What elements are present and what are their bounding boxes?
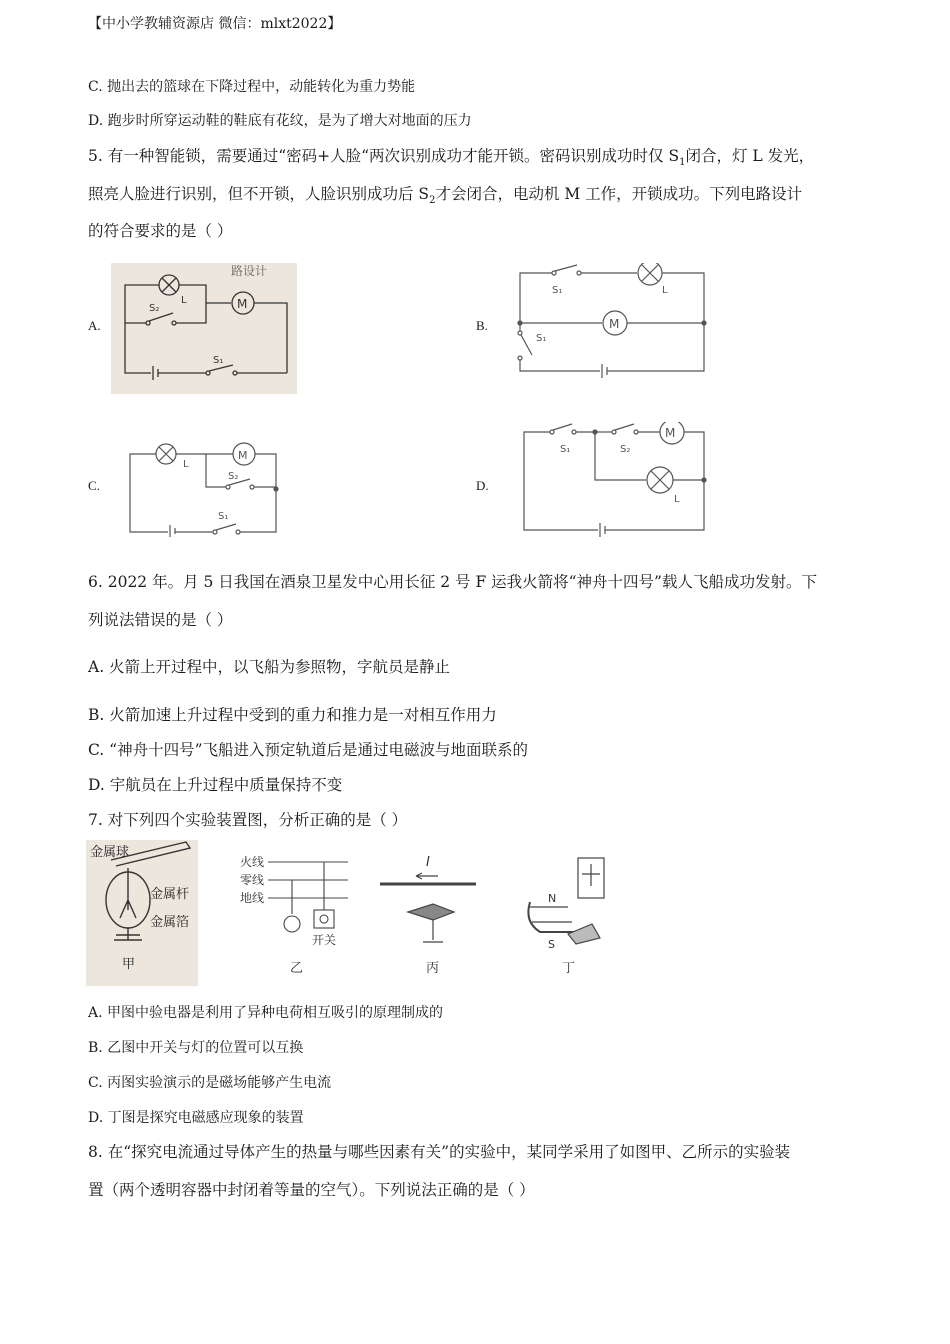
q7-option-a: A. 甲图中验电器是利用了异种电荷相互吸引的原理制成的: [88, 1005, 444, 1021]
fig-bing-oersted: [378, 852, 478, 980]
circuit-b-lamp: [638, 263, 662, 285]
fig-bing-needle: [408, 904, 454, 920]
fig-yi-bulb: [284, 916, 300, 932]
svg-text:M: M: [238, 449, 248, 462]
svg-text:I: I: [426, 855, 430, 870]
svg-text:S₁: S₁: [560, 444, 571, 455]
svg-text:零线: 零线: [240, 873, 265, 887]
q7-option-c: C. 丙图实验演示的是磁场能够产生电流: [88, 1075, 332, 1091]
svg-text:乙: 乙: [290, 961, 304, 976]
svg-text:S₂: S₂: [620, 444, 631, 455]
q7-option-d: D. 丁图是探究电磁感应现象的装置: [88, 1110, 304, 1126]
q6-stem-line2: 列说法错误的是（ ）: [88, 611, 233, 629]
circuit-c-figure: [128, 437, 283, 537]
fig-yi-wiring: [240, 852, 350, 980]
svg-text:开关: 开关: [312, 933, 337, 947]
q8-stem-line2: 置（两个透明容器中封闭着等量的空气）。下列说法正确的是（ ）: [88, 1181, 535, 1199]
svg-text:地线: 地线: [240, 891, 265, 905]
q7-stem: 7. 对下列四个实验装置图，分析正确的是（ ）: [88, 811, 408, 829]
svg-text:S₂: S₂: [149, 303, 160, 314]
q5-stem-line1: 5. 有一种智能锁，需要通过“密码+人脸“两次识别成功才能开锁。密码识别成功时仅 $S_1$闭合，灯 L 发光，: [88, 147, 815, 169]
q6-stem-line1: 6. 2022 年。月 5 日我国在酒泉卫星发中心用长征 2 号 F 运我火箭将“神舟十四号”载人飞船成功发射。下: [88, 573, 817, 591]
svg-text:金属箔: 金属箔: [150, 915, 190, 930]
q6-option-b: B. 火箭加速上升过程中受到的重力和推力是一对相互作用力: [88, 706, 497, 724]
svg-text:金属球: 金属球: [90, 845, 130, 860]
svg-text:S: S: [548, 938, 555, 951]
svg-text:S₁: S₁: [536, 333, 547, 344]
q6-option-a: A. 火箭上开过程中，以飞船为参照物，字航员是静止: [88, 658, 451, 676]
fig-yi-switch: [314, 910, 334, 928]
page-header: 【中小学教辅资源店 微信：mlxt2022】: [88, 16, 342, 32]
svg-text:N: N: [548, 892, 557, 905]
svg-text:S₁: S₁: [218, 511, 229, 522]
svg-text:S₁: S₁: [552, 285, 563, 296]
svg-text:M: M: [609, 317, 620, 331]
q5-option-b-label: B.: [476, 318, 488, 333]
svg-text:丙: 丙: [426, 961, 440, 976]
svg-text:L: L: [662, 285, 668, 296]
fig-ding-induction: [520, 852, 608, 980]
svg-text:甲: 甲: [122, 957, 136, 972]
q4-option-c: C. 抛出去的篮球在下降过程中，动能转化为重力势能: [88, 79, 416, 95]
q4-option-d: D. 跑步时所穿运动鞋的鞋底有花纹，是为了增大对地面的压力: [88, 113, 472, 129]
svg-text:火线: 火线: [240, 855, 265, 869]
svg-text:L: L: [181, 295, 187, 306]
q5-stem-line2: 照亮人脸进行识别，但不开锁，人脸识别成功后 $S_2$才会闭合，电动机 M 工作，开锁成功。下列电路设计: [88, 185, 803, 207]
q6-option-d: D. 宇航员在上升过程中质量保持不变: [88, 776, 343, 794]
circuit-a-figure: [111, 263, 297, 394]
svg-text:M: M: [237, 297, 248, 311]
q5-stem-line3: 的符合要求的是（ ）: [88, 222, 233, 240]
svg-text:金属杆: 金属杆: [150, 887, 190, 902]
svg-text:L: L: [183, 459, 189, 470]
svg-text:丁: 丁: [562, 961, 576, 976]
circuit-a-photo-text: 路设计: [231, 264, 268, 278]
circuit-b-figure: [512, 263, 712, 394]
q8-stem-line1: 8. 在“探究电流通过导体产生的热量与哪些因素有关”的实验中，某同学采用了如图甲、乙所示的实验装: [88, 1143, 791, 1161]
q5-option-c-label: C.: [88, 478, 100, 493]
svg-text:S₂: S₂: [228, 471, 239, 482]
q5-option-a-label: A.: [88, 318, 101, 333]
circuit-d-figure: [520, 422, 710, 537]
q5-option-d-label: D.: [476, 478, 489, 493]
q6-option-c: C. “神舟十四号”飞船进入预定轨道后是通过电磁波与地面联系的: [88, 741, 529, 759]
q7-option-b: B. 乙图中开关与灯的位置可以互换: [88, 1040, 304, 1056]
svg-text:L: L: [674, 494, 680, 505]
svg-text:M: M: [665, 426, 676, 440]
fig-jia-electroscope: [86, 840, 198, 986]
svg-text:S₁: S₁: [213, 355, 224, 366]
